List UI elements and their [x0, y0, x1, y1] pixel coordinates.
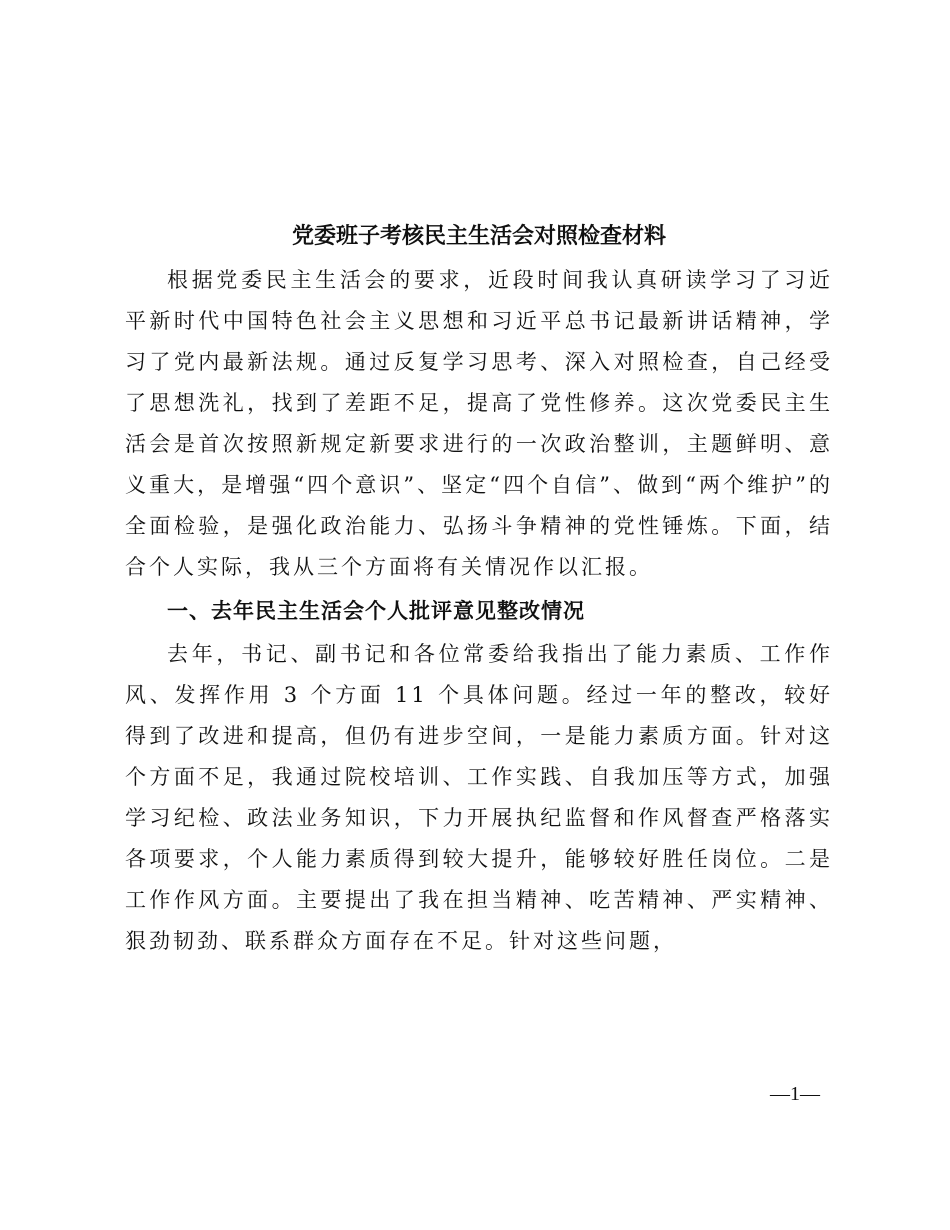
page-number: —1—: [770, 1083, 820, 1105]
document-content: [125, 218, 833, 962]
section-1-paragraph: 去年，书记、副书记和各位常委给我指出了能力素质、工作作风、发挥作用 3 个方面 11 个具体问题。经过一年的整改，较好得到了改进和提高，但仍有进步空间，一是能力素质方面。针对这个方面不足，我通过院校培训、工作实践、自我加压等方式，加强学习纪检、政法业务知识，下力开展执纪监督和作风督查严格落实各项要求，个人能力素质得到较大提升，能够较好胜任岗位。二是工作作风方面。主要提出了我在担当精神、吃苦精神、严实精神、狠劲韧劲、联系群众方面存在不足。针对这些问题，: [125, 642, 833, 953]
document-title: 党委班子考核民主生活会对照检查材料: [291, 223, 666, 249]
section-1-heading: 一、去年民主生活会个人批评意见整改情况: [167, 599, 585, 623]
intro-paragraph: 根据党委民主生活会的要求，近段时间我认真研读学习了习近平新时代中国特色社会主义思想和习近平总书记最新讲话精神，学习了党内最新法规。通过反复学习思考、深入对照检查，自己经受了思想洗礼，找到了差距不足，提高了党性修养。这次党委民主生活会是首次按照新规定新要求进行的一次政治整训，主题鲜明、意义重大，是增强“四个意识”、坚定“四个自信”、做到“两个维护”的全面检验，是强化政治能力、弘扬斗争精神的党性锤炼。下面，结合个人实际，我从三个方面将有关情况作以汇报。: [125, 268, 833, 579]
